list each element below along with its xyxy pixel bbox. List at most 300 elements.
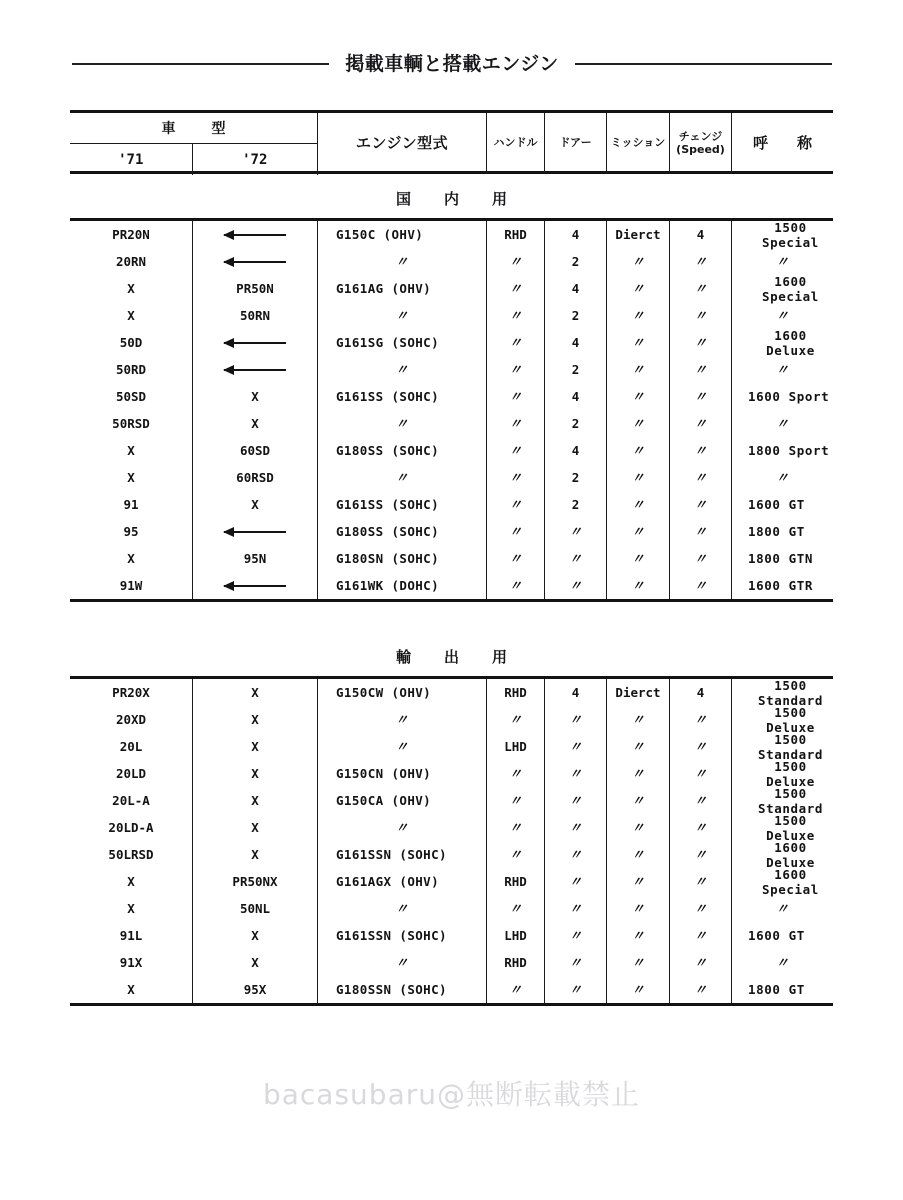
table-row [70, 976, 833, 1003]
cell-engine-type: G161SSN (SOHC) [318, 922, 487, 949]
ditto-mark: 〃 [693, 578, 707, 593]
cell-door: 4 [545, 383, 607, 410]
ditto-mark: 〃 [693, 766, 707, 781]
cell-model-72: PR50N [193, 275, 318, 302]
table-row [70, 545, 833, 572]
table-row [70, 410, 833, 437]
cell-mission: Dierct [607, 221, 670, 248]
cell-change [670, 760, 732, 787]
header-change-speed [670, 113, 732, 174]
ditto-mark: 〃 [693, 874, 707, 889]
cell-engine-type [318, 949, 487, 976]
cell-handle: RHD [487, 679, 545, 706]
cell-designation: 1500 Standard [757, 785, 823, 816]
same-as-previous-arrow-icon [224, 585, 286, 587]
ditto-mark: 〃 [508, 362, 522, 377]
ditto-mark: 〃 [631, 820, 645, 835]
cell-engine-type: G161AGX (OHV) [318, 868, 487, 895]
header-change-label: チェンジ [678, 129, 723, 143]
cell-model-71: 95 [70, 518, 193, 545]
cell-model-72: X [193, 491, 318, 518]
section-label-export: 輸 出 用 [395, 648, 516, 666]
cell-engine-type: G161SSN (SOHC) [318, 841, 487, 868]
cell-handle [487, 383, 545, 410]
cell-designation [732, 410, 833, 437]
cell-engine-type: G161SS (SOHC) [318, 491, 487, 518]
cell-engine-type [318, 356, 487, 383]
cell-engine-type [318, 302, 487, 329]
cell-change [670, 545, 732, 572]
cell-model-72: 50RN [193, 302, 318, 329]
cell-mission [607, 518, 670, 545]
ditto-mark: 〃 [508, 443, 522, 458]
cell-model-71: 50SD [70, 383, 193, 410]
cell-designation: 1600 GT [748, 497, 805, 512]
ditto-mark: 〃 [693, 308, 707, 323]
ditto-mark: 〃 [568, 982, 582, 997]
cell-mission [607, 302, 670, 329]
cell-door: 4 [545, 275, 607, 302]
ditto-mark: 〃 [508, 281, 522, 296]
ditto-mark: 〃 [631, 793, 645, 808]
cell-designation: 1600 Special [762, 866, 819, 897]
cell-model-72: 60SD [193, 437, 318, 464]
header-group-label: 車 型 [70, 113, 317, 144]
cell-designation: 1500 Standard [757, 677, 823, 708]
ditto-mark: 〃 [395, 739, 409, 754]
cell-designation: 1500 Deluxe [766, 704, 815, 735]
cell-mission [607, 733, 670, 760]
cell-handle [487, 545, 545, 572]
ditto-mark: 〃 [395, 470, 409, 485]
cell-change [670, 437, 732, 464]
cell-change [670, 383, 732, 410]
ditto-mark: 〃 [508, 982, 522, 997]
header-mission: ミッション [607, 113, 670, 174]
cell-model-72: PR50NX [193, 868, 318, 895]
cell-engine-type [318, 248, 487, 275]
cell-handle [487, 464, 545, 491]
cell-model-72 [193, 221, 318, 248]
ditto-mark: 〃 [693, 551, 707, 566]
ditto-mark: 〃 [568, 820, 582, 835]
cell-mission [607, 760, 670, 787]
ditto-mark: 〃 [693, 928, 707, 943]
cell-mission [607, 437, 670, 464]
cell-model-71: 50RD [70, 356, 193, 383]
cell-handle [487, 976, 545, 1003]
ditto-mark: 〃 [631, 578, 645, 593]
cell-model-72 [193, 518, 318, 545]
cell-engine-type: G161WK (DOHC) [318, 572, 487, 599]
cell-change [670, 841, 732, 868]
ditto-mark: 〃 [693, 335, 707, 350]
cell-mission [607, 922, 670, 949]
cell-change [670, 275, 732, 302]
cell-handle [487, 437, 545, 464]
cell-engine-type [318, 706, 487, 733]
cell-model-72 [193, 572, 318, 599]
ditto-mark: 〃 [693, 793, 707, 808]
cell-model-71: X [70, 464, 193, 491]
cell-model-71: 20L-A [70, 787, 193, 814]
ditto-mark: 〃 [395, 820, 409, 835]
ditto-mark: 〃 [775, 308, 790, 323]
same-as-previous-arrow-icon [224, 342, 286, 344]
ditto-mark: 〃 [508, 766, 522, 781]
cell-handle [487, 787, 545, 814]
cell-mission [607, 356, 670, 383]
cell-change [670, 895, 732, 922]
table-row [70, 922, 833, 949]
cell-door: 2 [545, 410, 607, 437]
cell-mission [607, 787, 670, 814]
ditto-mark: 〃 [508, 820, 522, 835]
cell-designation: 1600 Special [762, 273, 819, 304]
cell-engine-type: G150CN (OHV) [318, 760, 487, 787]
cell-mission [607, 572, 670, 599]
cell-designation: 1800 GT [748, 982, 805, 997]
table-header [70, 110, 833, 174]
cell-designation: 1500 Deluxe [766, 758, 815, 789]
ditto-mark: 〃 [568, 955, 582, 970]
cell-change [670, 868, 732, 895]
cell-mission [607, 814, 670, 841]
table-body-export [70, 676, 833, 1006]
cell-model-72: X [193, 922, 318, 949]
cell-engine-type [318, 410, 487, 437]
cell-door [545, 787, 607, 814]
ditto-mark: 〃 [508, 389, 522, 404]
cell-change [670, 706, 732, 733]
cell-designation: 1600 Deluxe [766, 839, 815, 870]
cell-designation: 1800 GTN [748, 551, 814, 566]
table-row [70, 760, 833, 787]
cell-mission [607, 706, 670, 733]
cell-model-71: 91L [70, 922, 193, 949]
cell-engine-type: G150CW (OHV) [318, 679, 487, 706]
cell-engine-type [318, 733, 487, 760]
ditto-mark: 〃 [508, 335, 522, 350]
table-row [70, 572, 833, 599]
cell-door: 4 [545, 437, 607, 464]
cell-model-71: X [70, 976, 193, 1003]
ditto-mark: 〃 [693, 712, 707, 727]
cell-door [545, 760, 607, 787]
table-row [70, 518, 833, 545]
cell-change: 4 [670, 679, 732, 706]
ditto-mark: 〃 [631, 524, 645, 539]
watermark: bacasubaru@無断転載禁止 [262, 1078, 640, 1111]
cell-door: 2 [545, 248, 607, 275]
ditto-mark: 〃 [631, 389, 645, 404]
cell-engine-type: G180SSN (SOHC) [318, 976, 487, 1003]
ditto-mark: 〃 [693, 281, 707, 296]
ditto-mark: 〃 [631, 928, 645, 943]
cell-engine-type: G161SG (SOHC) [318, 329, 487, 356]
cell-handle [487, 518, 545, 545]
cell-mission [607, 949, 670, 976]
cell-designation: 1600 GT [748, 928, 805, 943]
table-row [70, 383, 833, 410]
cell-door [545, 949, 607, 976]
ditto-mark: 〃 [568, 739, 582, 754]
cell-change [670, 787, 732, 814]
ditto-mark: 〃 [568, 928, 582, 943]
cell-change [670, 248, 732, 275]
ditto-mark: 〃 [395, 416, 409, 431]
same-as-previous-arrow-icon [224, 234, 286, 236]
table-row [70, 329, 833, 356]
page-title: 掲載車輌と搭載エンジン [345, 52, 559, 75]
cell-mission [607, 545, 670, 572]
ditto-mark: 〃 [693, 416, 707, 431]
cell-designation: 1800 Sport [748, 443, 830, 458]
title-rule-right [575, 63, 832, 65]
ditto-mark: 〃 [693, 254, 707, 269]
cell-engine-type: G161SS (SOHC) [318, 383, 487, 410]
cell-model-72: X [193, 706, 318, 733]
ditto-mark: 〃 [631, 281, 645, 296]
cell-model-71: 91X [70, 949, 193, 976]
cell-designation [732, 949, 833, 976]
cell-designation: 1800 GT [748, 524, 805, 539]
ditto-mark: 〃 [508, 308, 522, 323]
ditto-mark: 〃 [693, 497, 707, 512]
ditto-mark: 〃 [693, 739, 707, 754]
ditto-mark: 〃 [693, 820, 707, 835]
ditto-mark: 〃 [631, 308, 645, 323]
ditto-mark: 〃 [508, 497, 522, 512]
ditto-mark: 〃 [568, 551, 582, 566]
cell-model-71: 20XD [70, 706, 193, 733]
cell-handle: LHD [487, 922, 545, 949]
title-rule-left [72, 63, 329, 65]
cell-mission [607, 248, 670, 275]
ditto-mark: 〃 [395, 712, 409, 727]
cell-handle: RHD [487, 949, 545, 976]
ditto-mark: 〃 [631, 955, 645, 970]
cell-model-72: 95N [193, 545, 318, 572]
table-row [70, 275, 833, 302]
ditto-mark: 〃 [395, 955, 409, 970]
table-row [70, 356, 833, 383]
cell-change [670, 356, 732, 383]
cell-handle [487, 329, 545, 356]
cell-handle [487, 275, 545, 302]
cell-handle [487, 356, 545, 383]
ditto-mark: 〃 [395, 254, 409, 269]
cell-door: 4 [545, 679, 607, 706]
ditto-mark: 〃 [631, 847, 645, 862]
table-row [70, 679, 833, 706]
cell-handle [487, 814, 545, 841]
ditto-mark: 〃 [693, 362, 707, 377]
header-group-vehicle-model [70, 113, 318, 175]
cell-handle [487, 706, 545, 733]
cell-door: 2 [545, 356, 607, 383]
cell-change [670, 949, 732, 976]
ditto-mark: 〃 [631, 443, 645, 458]
cell-model-71: X [70, 302, 193, 329]
cell-mission [607, 895, 670, 922]
cell-engine-type: G180SS (SOHC) [318, 518, 487, 545]
ditto-mark: 〃 [508, 793, 522, 808]
ditto-mark: 〃 [508, 847, 522, 862]
cell-model-71: 20LD-A [70, 814, 193, 841]
cell-change [670, 518, 732, 545]
cell-designation [732, 895, 833, 922]
cell-designation: 1500 Deluxe [766, 812, 815, 843]
cell-model-72 [193, 248, 318, 275]
ditto-mark: 〃 [508, 416, 522, 431]
ditto-mark: 〃 [568, 766, 582, 781]
ditto-mark: 〃 [631, 766, 645, 781]
cell-model-72: X [193, 841, 318, 868]
header-change-sublabel: (Speed) [676, 142, 725, 156]
header-year-72: '72 [242, 151, 268, 168]
cell-designation: 1600 Deluxe [766, 327, 815, 358]
ditto-mark: 〃 [631, 739, 645, 754]
cell-change [670, 464, 732, 491]
header-year-71: '71 [70, 144, 193, 175]
ditto-mark: 〃 [693, 389, 707, 404]
cell-door [545, 814, 607, 841]
table-body-domestic [70, 218, 833, 602]
cell-change: 4 [670, 221, 732, 248]
cell-engine-type [318, 464, 487, 491]
table-header-row [70, 113, 833, 175]
ditto-mark: 〃 [775, 362, 790, 377]
ditto-mark: 〃 [775, 254, 790, 269]
cell-door [545, 895, 607, 922]
section-label-domestic: 国 内 用 [395, 190, 516, 208]
ditto-mark: 〃 [775, 470, 790, 485]
cell-designation: 1500 Standard [757, 731, 823, 762]
cell-model-72 [193, 329, 318, 356]
ditto-mark: 〃 [631, 712, 645, 727]
same-as-previous-arrow-icon [224, 369, 286, 371]
cell-model-72: 50NL [193, 895, 318, 922]
ditto-mark: 〃 [631, 551, 645, 566]
cell-door: 2 [545, 464, 607, 491]
cell-handle [487, 410, 545, 437]
cell-door [545, 518, 607, 545]
cell-door [545, 841, 607, 868]
ditto-mark: 〃 [508, 470, 522, 485]
cell-change [670, 733, 732, 760]
cell-handle [487, 248, 545, 275]
cell-door [545, 922, 607, 949]
table-row [70, 733, 833, 760]
ditto-mark: 〃 [775, 955, 790, 970]
ditto-mark: 〃 [693, 955, 707, 970]
cell-mission [607, 410, 670, 437]
table-row [70, 491, 833, 518]
cell-door: 4 [545, 329, 607, 356]
same-as-previous-arrow-icon [224, 531, 286, 533]
ditto-mark: 〃 [568, 847, 582, 862]
ditto-mark: 〃 [631, 416, 645, 431]
document-title-band [72, 44, 832, 80]
cell-engine-type: G180SN (SOHC) [318, 545, 487, 572]
cell-engine-type [318, 895, 487, 922]
cell-door: 4 [545, 221, 607, 248]
cell-model-71: 50RSD [70, 410, 193, 437]
ditto-mark: 〃 [693, 470, 707, 485]
cell-mission [607, 868, 670, 895]
cell-model-71: X [70, 895, 193, 922]
cell-change [670, 572, 732, 599]
cell-model-71: PR20X [70, 679, 193, 706]
cell-door [545, 572, 607, 599]
cell-model-72: X [193, 383, 318, 410]
cell-mission: Dierct [607, 679, 670, 706]
cell-model-71: X [70, 275, 193, 302]
ditto-mark: 〃 [568, 578, 582, 593]
ditto-mark: 〃 [395, 901, 409, 916]
cell-mission [607, 491, 670, 518]
ditto-mark: 〃 [508, 578, 522, 593]
cell-model-72: X [193, 814, 318, 841]
cell-handle: RHD [487, 221, 545, 248]
cell-model-72: X [193, 733, 318, 760]
ditto-mark: 〃 [508, 551, 522, 566]
cell-model-71: X [70, 868, 193, 895]
ditto-mark: 〃 [508, 254, 522, 269]
cell-model-71: 20RN [70, 248, 193, 275]
cell-model-72: 95X [193, 976, 318, 1003]
ditto-mark: 〃 [568, 712, 582, 727]
cell-door [545, 706, 607, 733]
cell-mission [607, 464, 670, 491]
cell-model-72: X [193, 949, 318, 976]
cell-model-72: X [193, 760, 318, 787]
cell-model-72: X [193, 679, 318, 706]
ditto-mark: 〃 [508, 524, 522, 539]
ditto-mark: 〃 [631, 254, 645, 269]
cell-designation [732, 302, 833, 329]
cell-engine-type: G150C (OHV) [318, 221, 487, 248]
ditto-mark: 〃 [395, 308, 409, 323]
cell-handle [487, 491, 545, 518]
table-row [70, 706, 833, 733]
cell-model-71: 91W [70, 572, 193, 599]
cell-model-71: PR20N [70, 221, 193, 248]
cell-door: 2 [545, 491, 607, 518]
cell-designation: 1600 GTR [748, 578, 814, 593]
cell-model-72: 60RSD [193, 464, 318, 491]
ditto-mark: 〃 [508, 712, 522, 727]
cell-engine-type: G180SS (SOHC) [318, 437, 487, 464]
cell-handle [487, 895, 545, 922]
ditto-mark: 〃 [693, 524, 707, 539]
cell-change [670, 329, 732, 356]
header-door: ドアー [545, 113, 607, 174]
ditto-mark: 〃 [631, 982, 645, 997]
cell-change [670, 922, 732, 949]
table-row [70, 868, 833, 895]
ditto-mark: 〃 [693, 982, 707, 997]
cell-handle [487, 841, 545, 868]
header-year-subrow [70, 144, 317, 175]
cell-change [670, 814, 732, 841]
ditto-mark: 〃 [631, 874, 645, 889]
cell-handle: RHD [487, 868, 545, 895]
table-row [70, 437, 833, 464]
ditto-mark: 〃 [775, 901, 790, 916]
cell-model-72: X [193, 787, 318, 814]
